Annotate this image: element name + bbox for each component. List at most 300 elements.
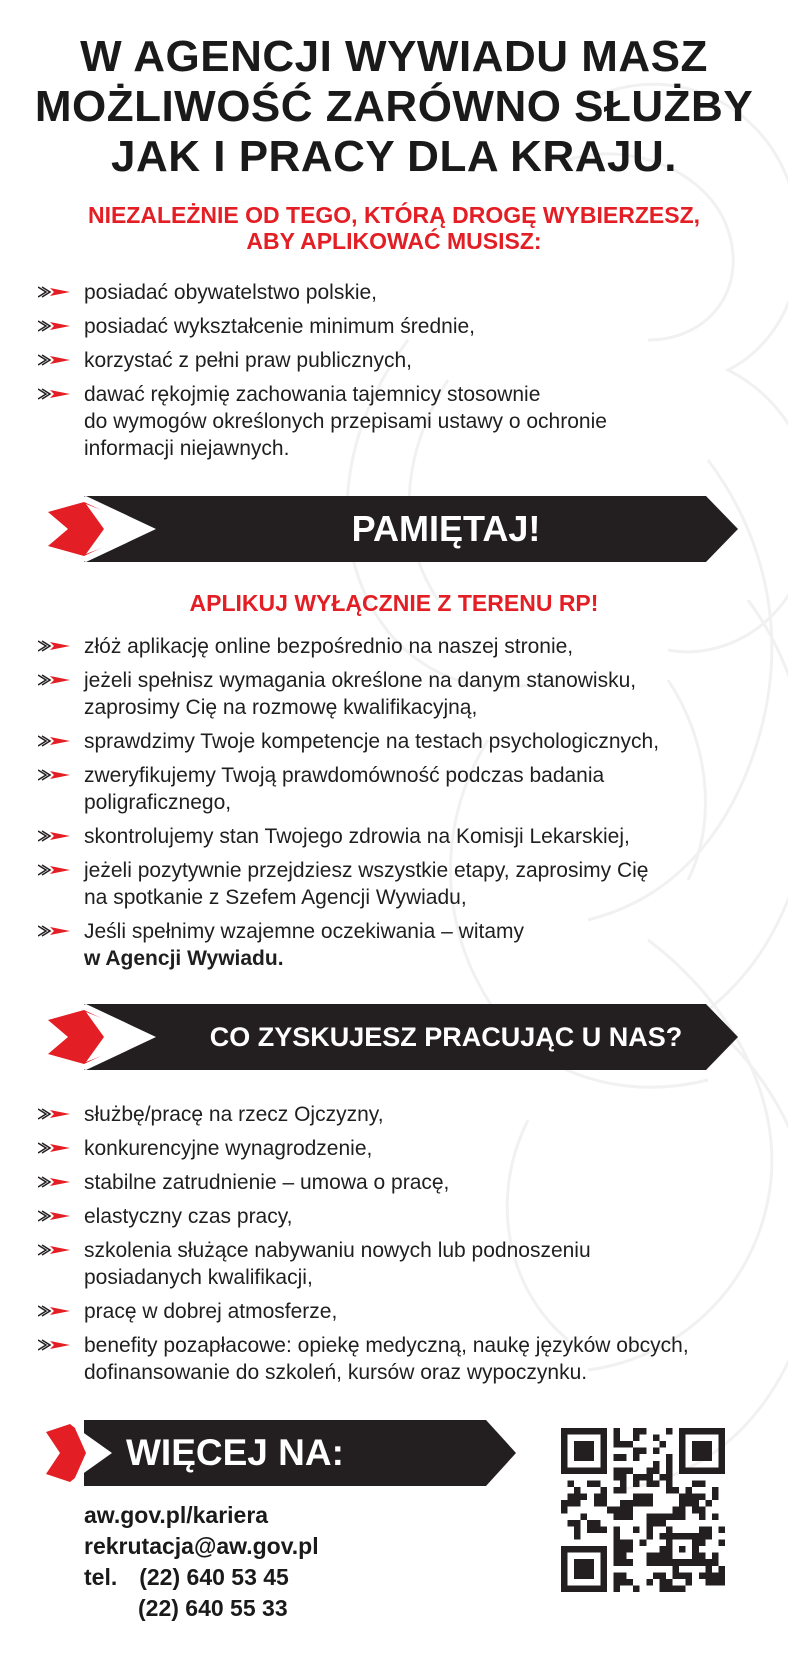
list-item-text-bold: w Agencji Wywiadu. (84, 947, 284, 970)
qr-module (633, 1454, 640, 1461)
arrow-bullet-icon (38, 925, 70, 937)
qr-module (666, 1540, 673, 1547)
qr-module (568, 1480, 575, 1487)
phone-number-2[interactable]: (22) 640 55 33 (138, 1595, 288, 1621)
qr-module (673, 1559, 680, 1566)
remember-subtitle: APLIKUJ WYŁĄCZNIE Z TERENU RP! (189, 590, 599, 616)
qr-module (600, 1448, 607, 1455)
list-item (38, 762, 768, 816)
qr-module (705, 1566, 712, 1573)
phone-number-1[interactable]: (22) 640 53 45 (139, 1564, 289, 1590)
qr-module (666, 1454, 673, 1461)
qr-module (581, 1566, 588, 1573)
qr-module (613, 1526, 620, 1533)
qr-module (620, 1441, 627, 1448)
qr-module (679, 1448, 686, 1455)
qr-module (679, 1435, 686, 1442)
qr-module (653, 1467, 660, 1474)
email-link[interactable]: rekrutacja@aw.gov.pl (84, 1533, 319, 1559)
qr-module (646, 1559, 653, 1566)
qr-module (627, 1559, 634, 1566)
qr-module (712, 1494, 719, 1501)
list-item (38, 313, 758, 340)
qr-module (646, 1500, 653, 1507)
qr-module (666, 1461, 673, 1468)
qr-module (613, 1467, 620, 1474)
qr-module (679, 1500, 686, 1507)
qr-module (613, 1474, 620, 1481)
qr-module (692, 1467, 699, 1474)
qr-module (574, 1566, 581, 1573)
arrow-bullet-icon (38, 1305, 70, 1317)
qr-module (666, 1480, 673, 1487)
qr-module (561, 1435, 568, 1442)
list-item-text: konkurencyjne wynagrodzenie, (84, 1137, 373, 1160)
qr-module (587, 1566, 594, 1573)
qr-module (692, 1428, 699, 1435)
qr-module (659, 1513, 666, 1520)
benefits-list (38, 1101, 768, 1386)
requirements-title (0, 202, 788, 254)
list-item (38, 347, 758, 374)
qr-module (568, 1585, 575, 1592)
qr-module (705, 1448, 712, 1455)
qr-module (679, 1441, 686, 1448)
list-item-text: na spotkanie z Szefem Agencji Wywiadu, (84, 886, 467, 909)
list-item (38, 633, 768, 660)
qr-module (699, 1448, 706, 1455)
qr-module (712, 1428, 719, 1435)
qr-module (613, 1507, 620, 1514)
arrow-bullet-icon (38, 388, 70, 400)
qr-module (699, 1428, 706, 1435)
qr-module (620, 1513, 627, 1520)
list-item (38, 857, 768, 911)
qr-module (620, 1454, 627, 1461)
qr-module (587, 1526, 594, 1533)
qr-module (613, 1428, 620, 1435)
qr-module (581, 1494, 588, 1501)
qr-module (653, 1448, 660, 1455)
qr-module (679, 1585, 686, 1592)
qr-module (561, 1553, 568, 1560)
qr-module (679, 1572, 686, 1579)
qr-module (581, 1572, 588, 1579)
qr-module (673, 1507, 680, 1514)
more-info-banner-title: WIĘCEJ NA: (126, 1432, 344, 1473)
arrow-bullet-icon (38, 769, 70, 781)
more-info-banner (46, 1420, 516, 1486)
list-item-text: benefity pozapłacowe: opiekę medyczną, naukę języków obcych, (84, 1334, 689, 1357)
list-item (38, 279, 758, 306)
phone-row (84, 1593, 319, 1624)
qr-module (712, 1467, 719, 1474)
qr-module (633, 1585, 640, 1592)
qr-module (659, 1546, 666, 1553)
qr-module (699, 1494, 706, 1501)
qr-module (692, 1533, 699, 1540)
list-item-text: zaprosimy Cię na rozmowę kwalifikacyjną, (84, 696, 478, 719)
qr-module (568, 1520, 575, 1527)
qr-module (594, 1480, 601, 1487)
remember-banner-title: PAMIĘTAJ! (351, 508, 541, 549)
qr-module (646, 1579, 653, 1586)
qr-module (705, 1533, 712, 1540)
qr-module (646, 1533, 653, 1540)
qr-module (613, 1533, 620, 1540)
qr-module (561, 1585, 568, 1592)
qr-module (692, 1559, 699, 1566)
qr-module (633, 1480, 640, 1487)
qr-module (600, 1435, 607, 1442)
list-item (38, 1203, 768, 1230)
qr-module (568, 1494, 575, 1501)
qr-module (705, 1428, 712, 1435)
qr-module (620, 1553, 627, 1560)
qr-module (705, 1454, 712, 1461)
qr-module (640, 1448, 647, 1455)
arrow-bullet-icon (38, 1176, 70, 1188)
qr-module (640, 1500, 647, 1507)
qr-module (659, 1579, 666, 1586)
qr-module (699, 1441, 706, 1448)
qr-module (600, 1579, 607, 1586)
qr-module (600, 1494, 607, 1501)
phone-label: tel. (84, 1564, 118, 1590)
qr-module (718, 1428, 725, 1435)
qr-module (699, 1467, 706, 1474)
qr-module (699, 1513, 706, 1520)
qr-module (705, 1572, 712, 1579)
qr-module (613, 1572, 620, 1579)
qr-module (620, 1500, 627, 1507)
qr-module (627, 1546, 634, 1553)
list-item-text: sprawdzimy Twoje kompetencje na testach psychologicznych, (84, 730, 660, 753)
requirements-list (38, 279, 758, 462)
qr-module (718, 1461, 725, 1468)
qr-module (646, 1520, 653, 1527)
qr-module (574, 1500, 581, 1507)
qr-module (574, 1572, 581, 1579)
qr-module (568, 1500, 575, 1507)
qr-module (594, 1494, 601, 1501)
arrow-bullet-icon (38, 286, 70, 298)
list-item-text: jeżeli pozytywnie przejdziesz wszystkie etapy, zaprosimy Cię (84, 859, 649, 882)
qr-module (666, 1553, 673, 1560)
qr-module (666, 1559, 673, 1566)
list-item-text: poligraficznego, (84, 791, 232, 814)
qr-module (587, 1572, 594, 1579)
qr-module (627, 1513, 634, 1520)
qr-module (633, 1500, 640, 1507)
qr-module (646, 1480, 653, 1487)
qr-module (561, 1461, 568, 1468)
qr-module (673, 1533, 680, 1540)
list-item (38, 1298, 768, 1325)
qr-module (712, 1572, 719, 1579)
qr-module (646, 1467, 653, 1474)
qr-module (620, 1480, 627, 1487)
qr-module (718, 1572, 725, 1579)
qr-module (568, 1546, 575, 1553)
qr-module (679, 1467, 686, 1474)
list-item-text: do wymogów określonych przepisami ustawy o ochronie (84, 410, 607, 433)
headline-line: W AGENCJI WYWIADU MASZ (80, 32, 708, 81)
qr-module (594, 1467, 601, 1474)
qr-module (699, 1533, 706, 1540)
qr-module (640, 1474, 647, 1481)
qr-module (666, 1526, 673, 1533)
qr-module (705, 1559, 712, 1566)
qr-module (666, 1467, 673, 1474)
qr-module (679, 1559, 686, 1566)
qr-module (574, 1533, 581, 1540)
headline (0, 32, 788, 182)
requirements-title-line: ABY APLIKOWAĆ MUSISZ: (246, 228, 542, 254)
list-item-text: dofinansowanie do szkoleń, kursów oraz wypoczynku. (84, 1361, 588, 1384)
qr-module (686, 1494, 693, 1501)
qr-module (561, 1448, 568, 1455)
benefits-banner-title: CO ZYSKUJESZ PRACUJĄC U NAS? (209, 1022, 683, 1052)
list-item-text: stabilne zatrudnienie – umowa o pracę, (84, 1171, 450, 1194)
qr-module (568, 1428, 575, 1435)
qr-module (646, 1513, 653, 1520)
qr-module (640, 1428, 647, 1435)
qr-module (640, 1540, 647, 1547)
qr-module (673, 1487, 680, 1494)
qr-module (600, 1553, 607, 1560)
list-item-text: posiadać wykształcenie minimum średnie, (84, 315, 475, 338)
arrow-bullet-icon (38, 735, 70, 747)
qr-module (574, 1546, 581, 1553)
list-item-text: służbę/pracę na rzecz Ojczyzny, (84, 1103, 384, 1126)
qr-module (659, 1559, 666, 1566)
qr-module (594, 1526, 601, 1533)
qr-module (692, 1540, 699, 1547)
qr-module (574, 1454, 581, 1461)
qr-module (600, 1461, 607, 1468)
qr-module (607, 1507, 614, 1514)
qr-module (718, 1441, 725, 1448)
qr-module (666, 1474, 673, 1481)
qr-module (705, 1579, 712, 1586)
qr-module (613, 1579, 620, 1586)
qr-module (686, 1572, 693, 1579)
requirements-title-line: NIEZALEŻNIE OD TEGO, KTÓRĄ DROGĘ WYBIERZESZ, (87, 202, 701, 228)
list-item-text: skontrolujemy stan Twojego zdrowia na Komisji Lekarskiej, (84, 825, 630, 848)
qr-module (653, 1435, 660, 1442)
qr-module (574, 1487, 581, 1494)
qr-module (692, 1507, 699, 1514)
qr-module (712, 1559, 719, 1566)
qr-module (692, 1454, 699, 1461)
qr-module (600, 1546, 607, 1553)
qr-module (699, 1572, 706, 1579)
qr-module (659, 1533, 666, 1540)
list-item (38, 1101, 768, 1128)
qr-module (673, 1566, 680, 1573)
qr-module (561, 1454, 568, 1461)
qr-module (699, 1553, 706, 1560)
headline-line: MOŻLIWOŚĆ ZARÓWNO SŁUŻBY (34, 82, 754, 131)
qr-module (574, 1559, 581, 1566)
qr-module (699, 1540, 706, 1547)
qr-module (686, 1487, 693, 1494)
qr-module (712, 1553, 719, 1560)
qr-module (686, 1533, 693, 1540)
qr-module (718, 1566, 725, 1573)
qr-module (673, 1572, 680, 1579)
qr-module (659, 1474, 666, 1481)
qr-module (613, 1454, 620, 1461)
list-item (38, 667, 768, 721)
qr-module (692, 1546, 699, 1553)
qr-module (574, 1585, 581, 1592)
qr-module (659, 1441, 666, 1448)
list-item (38, 1332, 768, 1386)
qr-module (633, 1494, 640, 1501)
benefits-banner (46, 1004, 738, 1070)
list-item-text: zweryfikujemy Twoją prawdomówność podczas badania (84, 764, 605, 787)
qr-module (568, 1467, 575, 1474)
arrow-bullet-icon (38, 640, 70, 652)
qr-module (686, 1500, 693, 1507)
qr-module (561, 1566, 568, 1573)
qr-module (587, 1454, 594, 1461)
qr-module (574, 1448, 581, 1455)
arrow-bullet-icon (38, 1210, 70, 1222)
qr-module (561, 1546, 568, 1553)
list-item (38, 1237, 768, 1291)
arrow-bullet-icon (38, 830, 70, 842)
list-item (38, 918, 768, 972)
qr-module (646, 1474, 653, 1481)
qr-module (600, 1526, 607, 1533)
qr-module (600, 1566, 607, 1573)
qr-module (581, 1428, 588, 1435)
website-link[interactable]: aw.gov.pl/kariera (84, 1502, 269, 1528)
qr-module (718, 1435, 725, 1442)
qr-module (659, 1520, 666, 1527)
qr-module (673, 1513, 680, 1520)
qr-module (692, 1494, 699, 1501)
qr-module (633, 1448, 640, 1455)
qr-module (718, 1448, 725, 1455)
qr-module (653, 1572, 660, 1579)
qr-module (718, 1540, 725, 1547)
qr-module (705, 1441, 712, 1448)
qr-module (581, 1467, 588, 1474)
qr-module (600, 1500, 607, 1507)
qr-module (600, 1467, 607, 1474)
qr-module (620, 1487, 627, 1494)
qr-module (673, 1585, 680, 1592)
remember-list (38, 633, 768, 972)
qr-module (620, 1540, 627, 1547)
qr-module (679, 1546, 686, 1553)
phone-row (84, 1562, 319, 1593)
qr-module (600, 1585, 607, 1592)
qr-module (574, 1520, 581, 1527)
qr-module (561, 1441, 568, 1448)
qr-module (712, 1487, 719, 1494)
qr-module (679, 1507, 686, 1514)
qr-module (561, 1559, 568, 1566)
qr-module (653, 1520, 660, 1527)
qr-module (627, 1500, 634, 1507)
arrow-bullet-icon (38, 354, 70, 366)
qr-module (692, 1448, 699, 1455)
qr-module (699, 1480, 706, 1487)
qr-module (699, 1559, 706, 1566)
qr-module (679, 1428, 686, 1435)
contact-block (84, 1500, 319, 1624)
qr-code[interactable] (561, 1428, 725, 1592)
qr-module (574, 1494, 581, 1501)
qr-module (581, 1559, 588, 1566)
qr-module (679, 1461, 686, 1468)
qr-module (627, 1540, 634, 1547)
arrow-bullet-icon (38, 864, 70, 876)
qr-module (686, 1579, 693, 1586)
qr-module (587, 1559, 594, 1566)
qr-module (646, 1494, 653, 1501)
qr-module (712, 1513, 719, 1520)
arrow-bullet-icon (38, 1108, 70, 1120)
qr-module (600, 1487, 607, 1494)
qr-module (620, 1559, 627, 1566)
qr-module (574, 1441, 581, 1448)
qr-module (699, 1526, 706, 1533)
qr-module (581, 1441, 588, 1448)
qr-module (627, 1507, 634, 1514)
qr-module (561, 1579, 568, 1586)
arrow-bullet-icon (38, 674, 70, 686)
qr-module (633, 1428, 640, 1435)
qr-module (600, 1454, 607, 1461)
qr-module (561, 1428, 568, 1435)
qr-module (666, 1533, 673, 1540)
qr-module (692, 1480, 699, 1487)
list-item (38, 381, 758, 462)
qr-module (594, 1500, 601, 1507)
qr-module (686, 1428, 693, 1435)
qr-module (712, 1579, 719, 1586)
qr-module (679, 1513, 686, 1520)
qr-module (587, 1441, 594, 1448)
qr-module (613, 1559, 620, 1566)
qr-module (620, 1572, 627, 1579)
qr-module (666, 1579, 673, 1586)
list-item (38, 1169, 768, 1196)
qr-module (659, 1585, 666, 1592)
qr-module (627, 1467, 634, 1474)
qr-module (646, 1553, 653, 1560)
list-item-text: szkolenia służące nabywaniu nowych lub podnoszeniu (84, 1239, 591, 1262)
list-item-text: jeżeli spełnisz wymagania określone na danym stanowisku, (84, 669, 637, 692)
qr-module (666, 1513, 673, 1520)
list-item-text: posiadać obywatelstwo polskie, (84, 281, 377, 304)
qr-module (581, 1546, 588, 1553)
list-item-text: korzystać z pełni praw publicznych, (84, 349, 412, 372)
qr-module (594, 1520, 601, 1527)
qr-module (561, 1507, 568, 1514)
remember-banner (46, 496, 738, 562)
qr-module (633, 1474, 640, 1481)
list-item (38, 1135, 768, 1162)
qr-module (620, 1579, 627, 1586)
qr-module (594, 1585, 601, 1592)
